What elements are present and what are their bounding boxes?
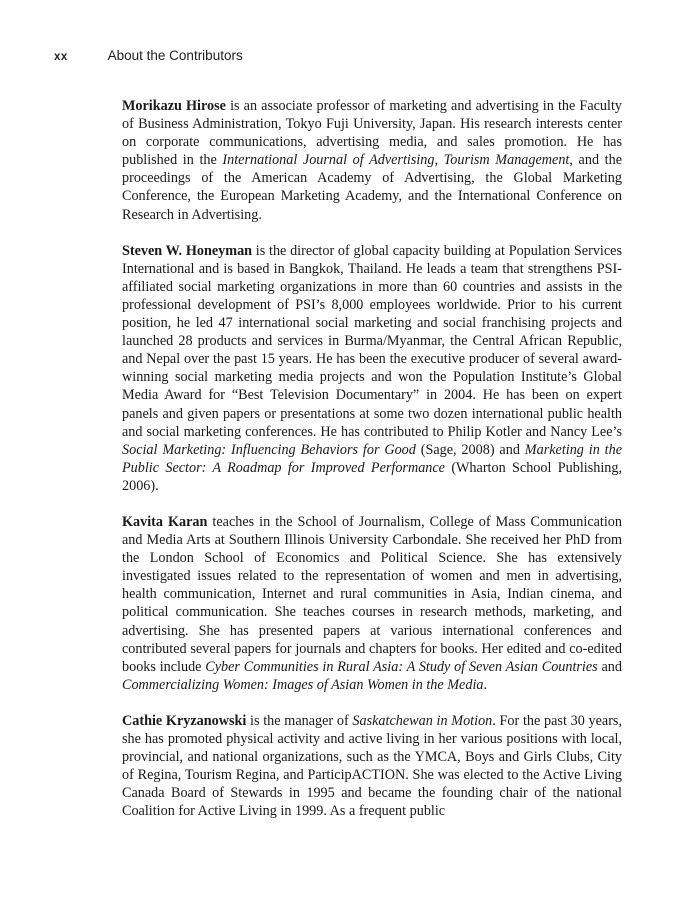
bio-text: is the manager of [246, 712, 353, 729]
bio-text: and [597, 658, 622, 675]
bio-text: (Sage, 2008) and [415, 441, 525, 458]
publication-title: Marketing in the Public Sector: A Roadmap for Improved Performance [122, 441, 623, 476]
bio-text: (Wharton School Publishing, 2006). [122, 459, 622, 494]
contributor-entry [122, 712, 622, 821]
contributor-entry [122, 242, 622, 495]
contributor-name: Steven W. Honeyman [122, 242, 253, 259]
page-number: xx [54, 51, 68, 63]
contributor-entry [122, 97, 622, 224]
publication-title: Social Marketing: Influencing Behaviors for Good [122, 441, 416, 458]
contributor-name: Cathie Kryzanowski [122, 712, 247, 729]
contributor-name: Kavita Karan [122, 513, 208, 530]
publication-title: Tourism Management [443, 152, 570, 169]
bio-text: . For the past 30 years, she has promoted physical activity and active living in her various positions with local, provincial, and national organizations, such as the YMCA, Boys and Girls Clubs, City of Regina, Tourism Regina, and ParticipACTION. She was elected to the Active Living Canada Board of Stewards in 1995 and became the founding chair of the national Coalition for Active Living in 1999. As a frequent public [122, 712, 622, 820]
publication-title: International Journal of Advertising [222, 152, 435, 169]
bio-text: , [434, 152, 444, 169]
contributor-name: Morikazu Hirose [122, 98, 226, 114]
bio-text: is the director of global capacity building at Population Services International and is based in Bangkok, Thailand. He leads a team that strengthens PSI-affiliated social marketing organizations in more than 60 countries and assists in the professional development of PSI’s 8,000 employees worldwide. Prior to his current position, he led 47 international social marketing and social franchising projects and launched 28 products and services in Burma/Myanmar, the Central African Republic, and Nepal over the past 15 years. He has been the executive producer of several award-winning social marketing media projects and won the Population Institute’s Global Media Award for “Best Television Documentary” in 2004. He has been on expert panels and given papers or presentations at some two dozen international public health and social marketing conferences. He has contributed to Philip Kotler and Nancy Lee’s [122, 242, 622, 440]
contributor-entry [122, 513, 622, 694]
running-title: About the Contributors [107, 48, 243, 63]
publication-title: Cyber Communities in Rural Asia: A Study of Seven Asian Countries [205, 658, 598, 675]
bio-text: , and the proceedings of the American Academy of Advertising, the Global Marketing Conference, the European Marketing Academy, and the International Conference on Research in Advertising. [122, 152, 622, 223]
running-header [54, 48, 243, 63]
bio-text: teaches in the School of Journalism, College of Mass Communication and Media Arts at Southern Illinois University Carbondale. She received her PhD from the London School of Economics and Political Science. She has extensively investigated issues related to the representation of women and men in advertising, health communication, Internet and rural communities in Asia, Indian cinema, and political communication. She teaches courses in research methods, marketing, and advertising. She has presented papers at various international conferences and contributed several papers for journals and chapters for books. Her edited and co-edited books include [122, 513, 622, 675]
bio-text: . [483, 676, 488, 693]
bio-text: is an associate professor of marketing and advertising in the Faculty of Business Administration, Tokyo Fuji University, Japan. His research interests center on corporate communications, advertising media, and sales promotion. He has published in the [122, 98, 622, 169]
publication-title: Commercializing Women: Images of Asian Women in the Media [122, 676, 484, 693]
contributors-list [122, 97, 622, 838]
publication-title: Saskatchewan in Motion [352, 712, 493, 729]
